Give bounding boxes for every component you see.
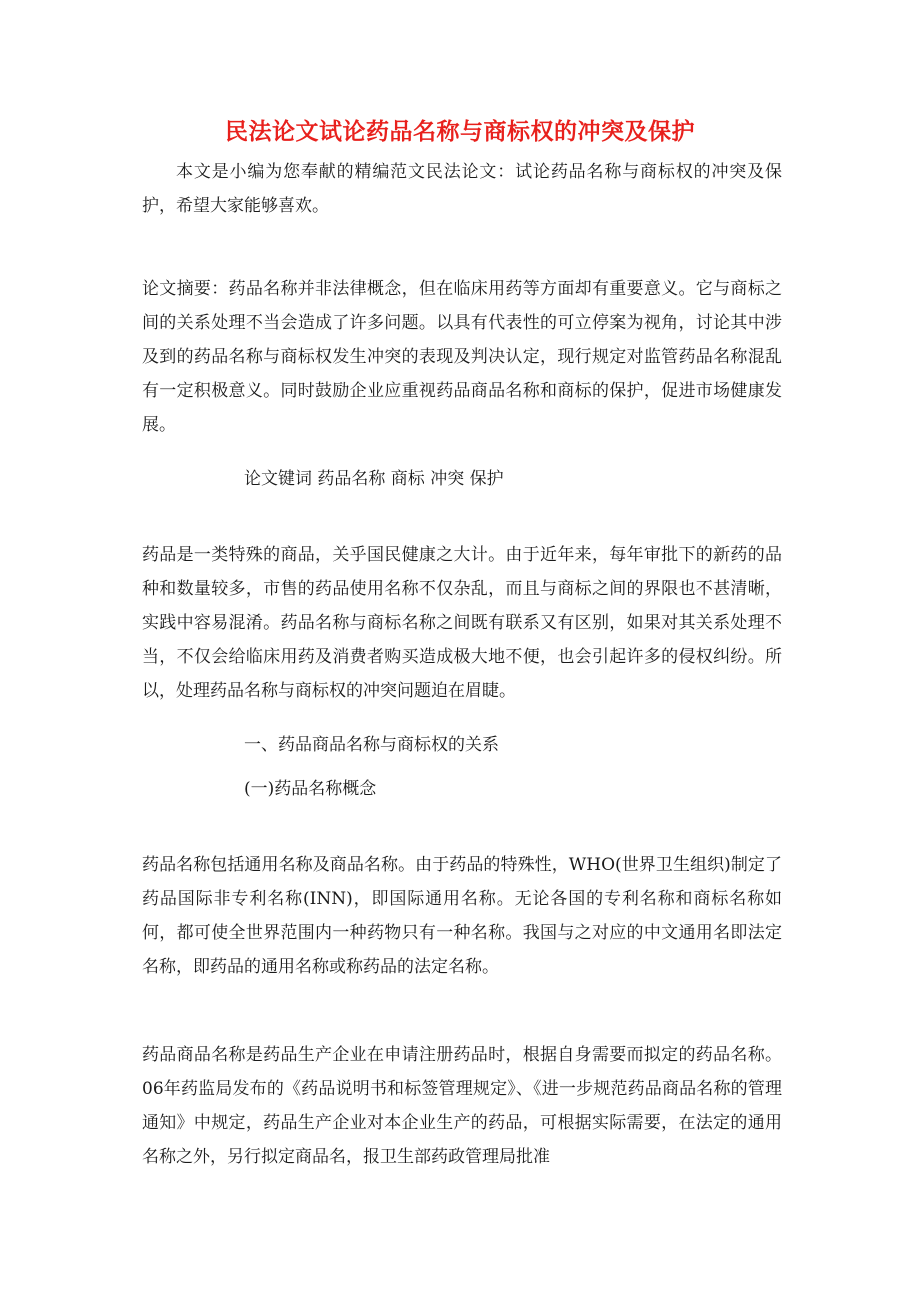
document-title: 民法论文试论药品名称与商标权的冲突及保护	[225, 119, 695, 145]
section-heading-1: 一、药品商品名称与商标权的关系	[244, 735, 499, 755]
abstract-paragraph: 论文摘要：药品名称并非法律概念，但在临床用药等方面却有重要意义。它与商标之间的关系处理不当会造成了许多问题。以具有代表性的可立停案为视角，讨论其中涉及到的药品名称与商标权发生冲突的表现及判决认定，现行规定对监管药品名称混乱有一定积极意义。同时鼓励企业应重视药品商品名称和商标的保护，促进市场健康发展。	[142, 279, 782, 435]
subsection-heading-1: (一)药品名称概念	[244, 779, 377, 799]
body-paragraph-3: 药品商品名称是药品生产企业在申请注册药品时，根据自身需要而拟定的药品名称。06年药监局发布的《药品说明书和标签管理规定》、《进一步规范药品商品名称的管理通知》中规定，药品生产企业对本企业生产的药品，可根据实际需要，在法定的通用名称之外，另行拟定商品名，报卫生部药政管理局批准	[142, 1045, 782, 1167]
keywords-line: 论文键词 药品名称 商标 冲突 保护	[244, 469, 504, 489]
body-paragraph-1: 药品是一类特殊的商品，关乎国民健康之大计。由于近年来，每年审批下的新药的品种和数量较多，市售的药品使用名称不仅杂乱，而且与商标之间的界限也不甚清晰，实践中容易混淆。药品名称与商标名称之间既有联系又有区别，如果对其关系处理不当，不仅会给临床用药及消费者购买造成极大地不便，也会引起许多的侵权纠纷。所以，处理药品名称与商标权的冲突问题迫在眉睫。	[142, 545, 782, 701]
body-paragraph-2: 药品名称包括通用名称及商品名称。由于药品的特殊性，WHO(世界卫生组织)制定了药品国际非专利名称(INN)，即国际通用名称。无论各国的专利名称和商标名称如何，都可使全世界范围内一种药物只有一种名称。我国与之对应的中文通用名即法定名称，即药品的通用名称或称药品的法定名称。	[142, 855, 782, 977]
intro-paragraph: 本文是小编为您奉献的精编范文民法论文：试论药品名称与商标权的冲突及保护，希望大家能够喜欢。	[142, 162, 782, 216]
